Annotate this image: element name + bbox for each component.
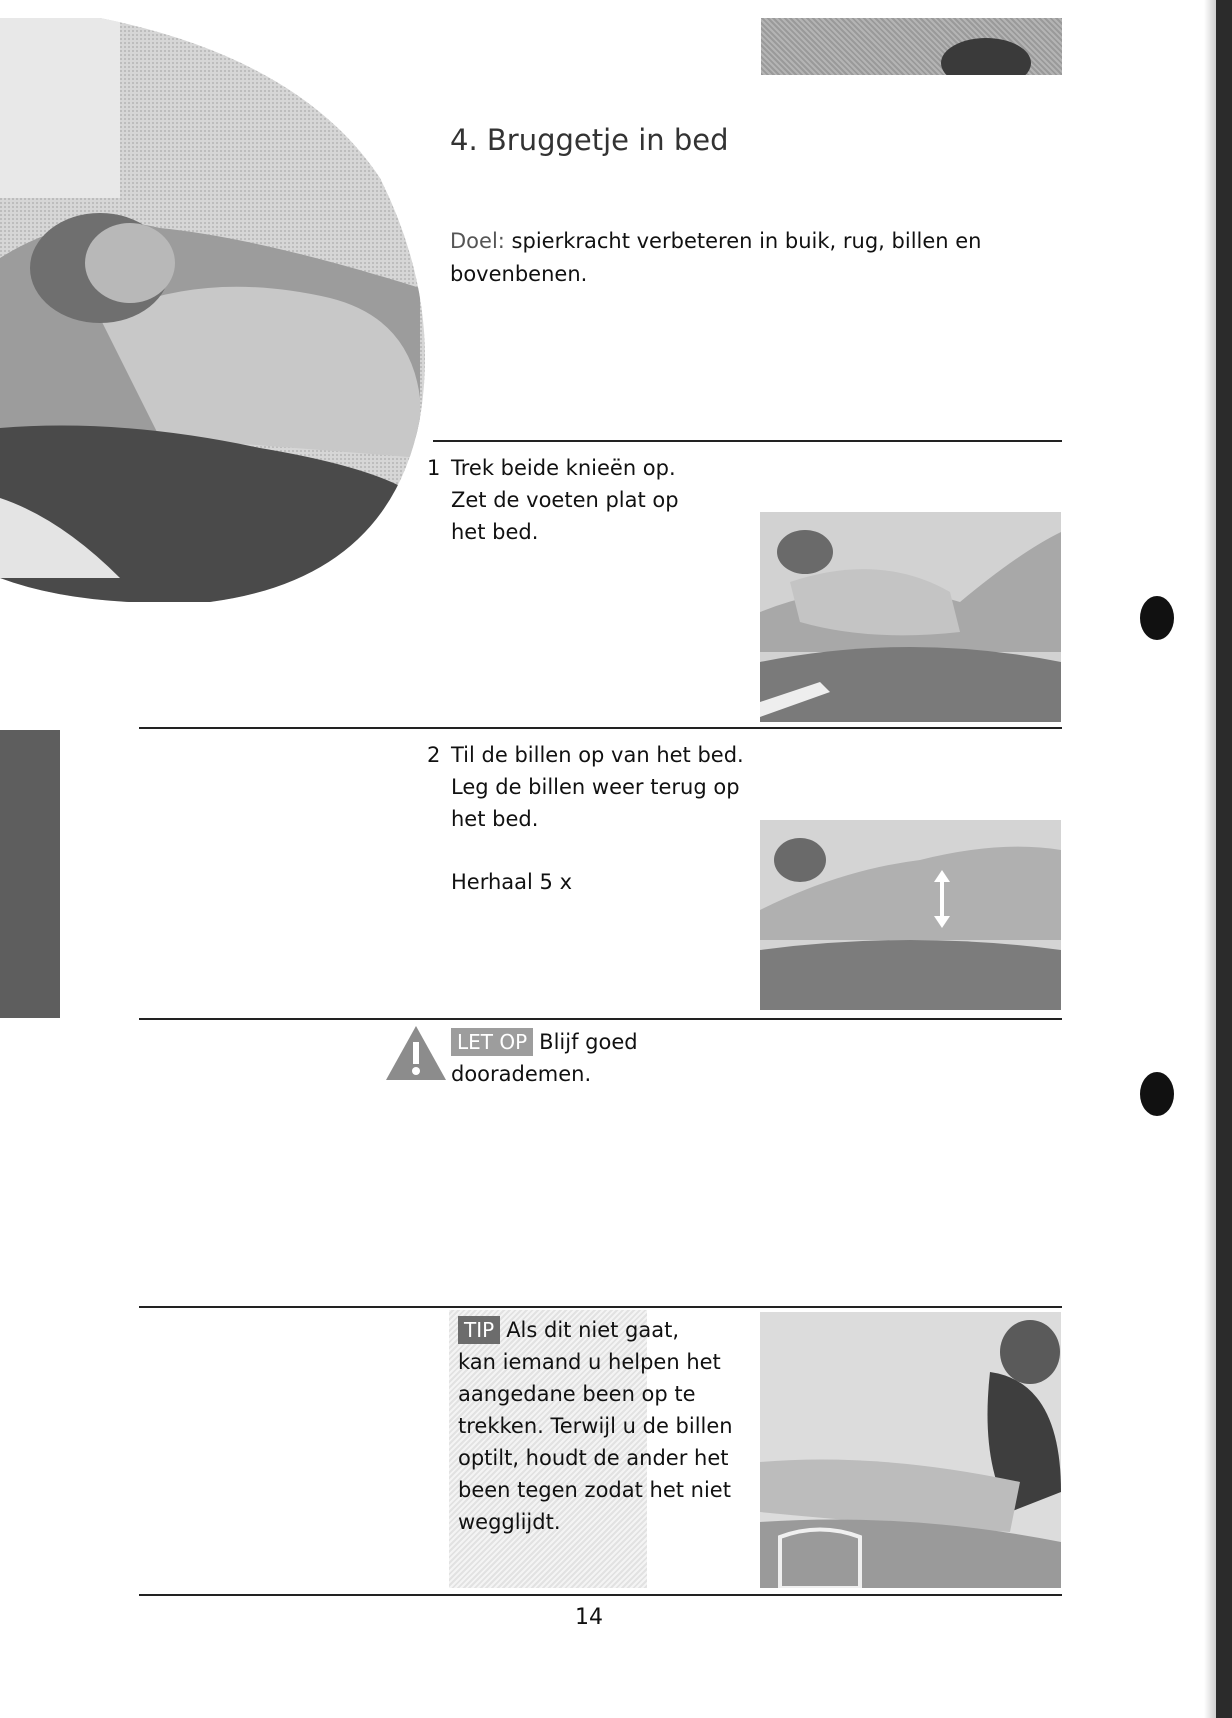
tip-line-6: been tegen zodat het niet: [458, 1478, 731, 1502]
page-title: 4. Bruggetje in bed: [450, 123, 729, 157]
tip-line-5: optilt, houdt de ander het: [458, 1446, 729, 1470]
step-1-line-3: het bed.: [451, 520, 539, 544]
warning-triangle-icon: [384, 1024, 448, 1082]
divider-2: [139, 727, 1062, 729]
step-2-number: 2: [427, 743, 441, 767]
tip-line-1: Als dit niet gaat,: [506, 1318, 680, 1342]
divider-3: [139, 1018, 1062, 1020]
tip-photo: [760, 1312, 1061, 1588]
step-2-photo: [760, 820, 1061, 1010]
step-1-text: [451, 452, 751, 548]
tip-label: TIP: [458, 1316, 500, 1344]
warning-line-2: doorademen.: [451, 1062, 592, 1086]
tip-line-3: aangedane been op te: [458, 1382, 696, 1406]
punch-hole-top: [1140, 596, 1174, 640]
tip-line-2: kan iemand u helpen het: [458, 1350, 721, 1374]
goal-paragraph: [450, 225, 1010, 291]
step-1-line-1: Trek beide knieën op.: [451, 456, 676, 480]
goal-label: Doel:: [450, 229, 505, 253]
hero-photo: [0, 18, 432, 602]
page-number: 14: [575, 1605, 603, 1630]
step-2-line-3: het bed.: [451, 807, 539, 831]
tip-line-7: wegglijdt.: [458, 1510, 561, 1534]
page-edge-shadow: [1204, 0, 1216, 1718]
step-1-photo: [760, 512, 1061, 722]
goal-text: spierkracht verbeteren in buik, rug, billen en bovenbenen.: [450, 229, 982, 286]
step-2-text: [451, 739, 761, 835]
punch-hole-bottom: [1140, 1072, 1174, 1116]
step-2-repeat: Herhaal 5 x: [451, 870, 572, 894]
step-1-number: 1: [427, 456, 441, 480]
divider-4: [139, 1306, 1062, 1308]
tip-line-4: trekken. Terwijl u de billen: [458, 1414, 733, 1438]
step-2-line-2: Leg de billen weer terug op: [451, 775, 740, 799]
page-edge: [1216, 0, 1232, 1718]
divider-1: [433, 440, 1062, 442]
warning-text: [451, 1026, 751, 1090]
tip-text: [458, 1314, 768, 1538]
warning-line-1: Blijf goed: [539, 1030, 638, 1054]
header-banner-image: [761, 18, 1062, 75]
warning-label: LET OP: [451, 1028, 533, 1056]
step-1-line-2: Zet de voeten plat op: [451, 488, 679, 512]
divider-bottom: [139, 1594, 1062, 1596]
chapter-tab: [0, 730, 60, 1018]
step-2-line-1: Til de billen op van het bed.: [451, 743, 744, 767]
